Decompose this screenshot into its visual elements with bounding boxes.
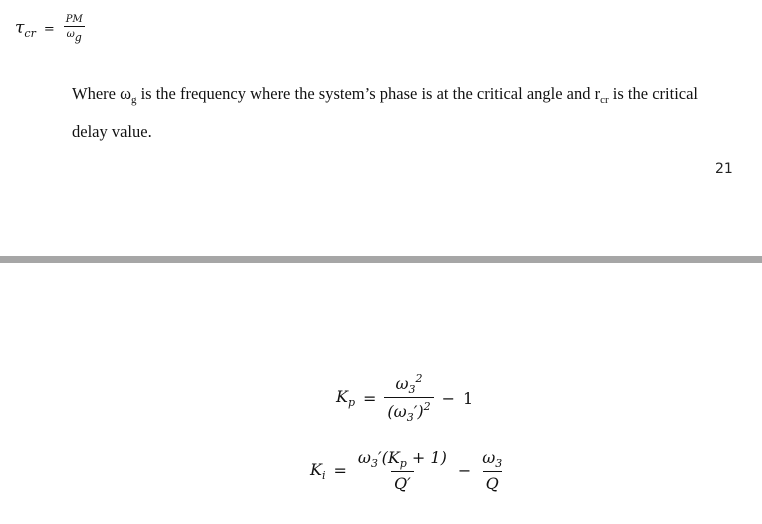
kp-fraction [384, 372, 433, 424]
equals-sign: = [363, 388, 377, 408]
kp-equation [336, 372, 473, 424]
ki-symbol: $K_i$ [310, 459, 326, 482]
document-page-upper [0, 0, 762, 256]
ki-denominator-second: Q [483, 471, 502, 493]
tau-denominator: ωg [64, 26, 85, 44]
ki-fraction-first [355, 448, 450, 493]
kp-numerator: $\omega_3^2$ [395, 372, 423, 396]
equals-sign: = [333, 461, 347, 480]
tau-fraction [63, 14, 86, 44]
kp-constant: 1 [462, 388, 474, 408]
tau-critical-equation [15, 14, 86, 44]
ki-denominator-first: Q′ [391, 471, 414, 493]
page-number: 21 [715, 161, 733, 177]
minus-sign: − [441, 388, 455, 408]
explanation-paragraph: Where $\omega_g$ is the frequency where the system’s phase is at the critical angle and $r_{cr}$ is the critical delay value. [72, 84, 699, 141]
ki-numerator-second: $\omega_3$ [482, 448, 503, 470]
equals-sign: = [43, 21, 55, 37]
minus-sign: − [457, 461, 472, 480]
ki-equation [310, 448, 505, 493]
page-separator [0, 256, 762, 263]
ki-numerator-first: $\omega_3'(K_p + 1)$ [357, 448, 447, 470]
tau-numerator: PM [65, 14, 83, 25]
kp-denominator: $(\omega_3')^2$ [384, 397, 433, 424]
kp-symbol: $K_p$ [336, 387, 355, 409]
tau-symbol: $\tau_{cr}$ [15, 18, 36, 40]
ki-fraction-second [479, 448, 505, 493]
